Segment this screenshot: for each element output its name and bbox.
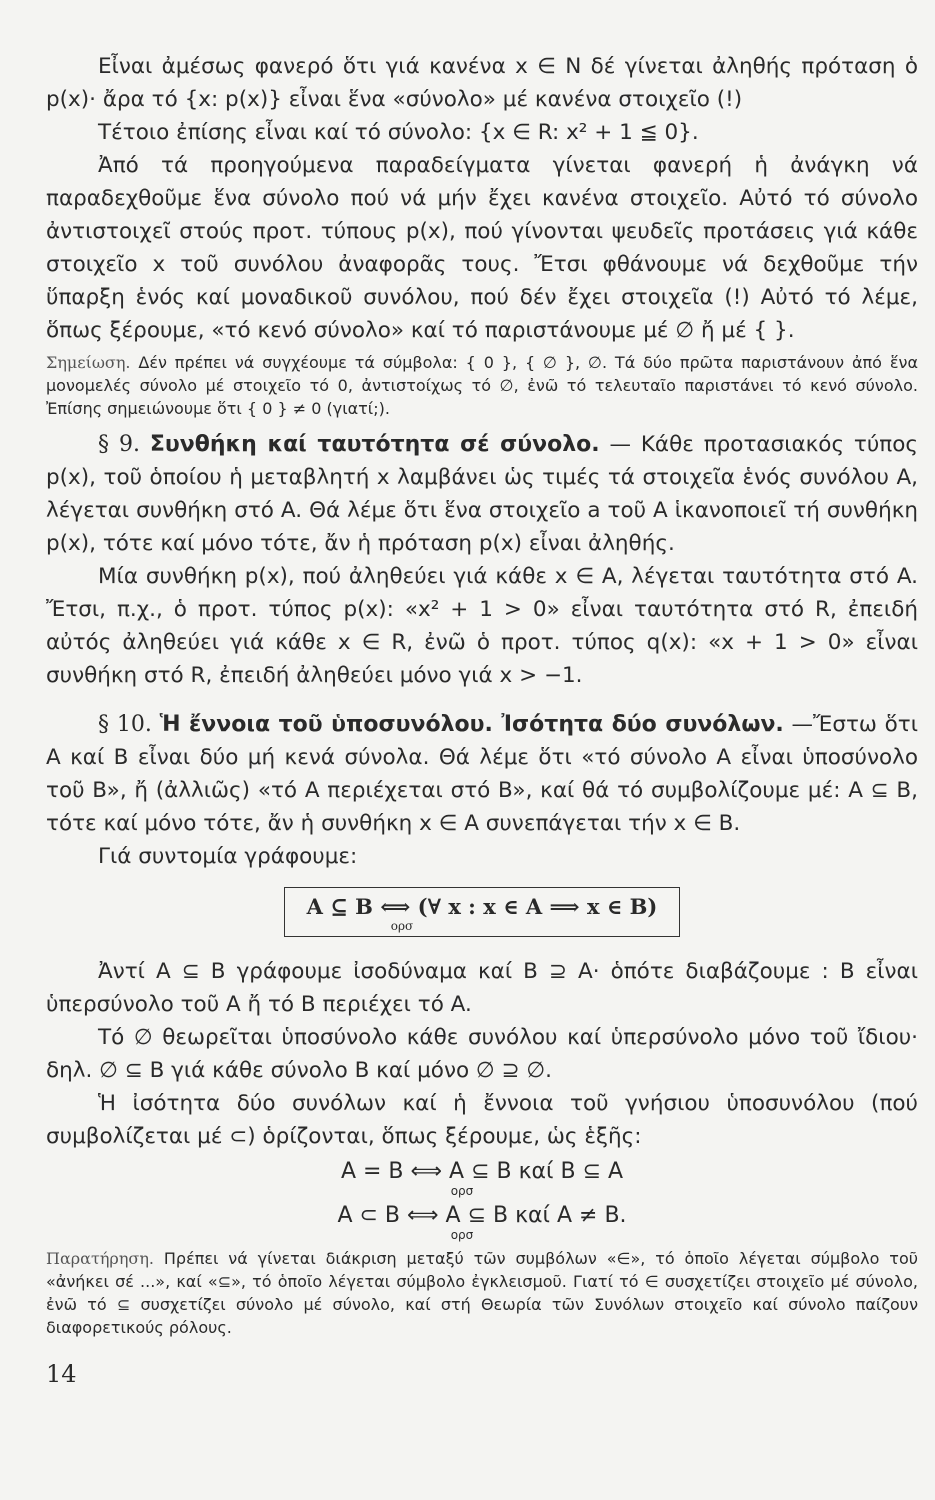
subset-formula: A ⊆ B ⟺ (∀ x : x ∈ A ⟹ x ∈ B): [306, 894, 658, 919]
section-10: [46, 708, 918, 840]
page-body: [46, 50, 918, 1339]
paragraph-10: Ἡ ἰσότητα δύο συνόλων καί ἡ ἔννοια τοῦ γνήσιου ὑποσυνόλου (πού συμβολίζεται μέ ⊂) ὁρίζονται, ὅπως ξέρουμε, ὡς ἑξῆς:: [46, 1091, 918, 1149]
paragraph-5: Μία συνθήκη p(x), πού ἀληθεύει γιά κάθε x ∈ A, λέγεται ταυτότητα στό A. Ἔτσι, π.χ., ὁ προτ. τύπος p(x): «x² + 1 > 0» εἶναι ταυτότητα στό R, ἐπειδή αὐτός ἀληθεύει γιά κάθε x ∈ R, ἐνῶ ὁ προτ. τύπος q(x): «x + 1 > 0» εἶναι συνθήκη στό R, ἐπειδή ἀληθεύει μόνο γιά x > −1.: [46, 564, 918, 688]
section-9-number: § 9.: [98, 432, 140, 457]
section-9: [46, 428, 918, 560]
section-10-title: Ἡ ἔννοια τοῦ ὑποσυνόλου. Ἰσότητα δύο συνόλων.: [159, 712, 784, 737]
equality-formula-sub: ορσ: [450, 1184, 474, 1198]
proper-subset-formula-text: A ⊂ B ⟺ A ⊆ B καί A ≠ B.: [337, 1203, 627, 1228]
note-1-text: Δέν πρέπει νά συγχέουμε τά σύμβολα: { 0 }, { ∅ }, ∅. Τά δύο πρῶτα παριστάνουν ἀπό ἕνα μονομελές σύνολο μέ στοιχεῖο τό 0, ἀντιστοίχως τό ∅, ἐνῶ τό τελευταῖο παριστάνει τό κενό σύνολο. Ἐπίσης σημειώνουμε ὅτι { 0 } ≠ 0 (γιατί;).: [46, 353, 918, 418]
definition-box: [46, 887, 918, 937]
page-number: 14: [46, 1360, 77, 1388]
paragraph-3: Ἀπό τά προηγούμενα παραδείγματα γίνεται φανερή ἡ ἀνάγκη νά παραδεχθοῦμε ἕνα σύνολο πού νά μήν ἔχει κανένα στοιχεῖο. Αὐτό τό σύνολο ἀντιστοιχεῖ στούς προτ. τύπους p(x), πού γίνονται ψευδεῖς προτάσεις γιά κάθε στοιχεῖο x τοῦ συνόλου ἀναφορᾶς τους. Ἔτσι φθάνουμε νά δεχθοῦμε τήν ὕπαρξη ἑνός καί μοναδικοῦ συνόλου, πού δέν ἔχει στοιχεῖα (!) Αὐτό τό λέμε, ὅπως ξέρουμε, «τό κενό σύνολο» καί τό παριστάνουμε μέ ∅ ἤ μέ { }.: [46, 153, 918, 343]
paragraph-8: Ἀντί A ⊆ B γράφουμε ἰσοδύναμα καί B ⊇ A· ὁπότε διαβάζουμε : B εἶναι ὑπερσύνολο τοῦ A ἤ τό B περιέχει τό A.: [46, 959, 918, 1017]
note-2-label: Παρατήρηση.: [46, 1249, 154, 1268]
note-2: [46, 1247, 918, 1339]
section-10-number: § 10.: [98, 712, 152, 737]
paragraph-2: Τέτοιο ἐπίσης εἶναι καί τό σύνολο: {x ∈ R: x² + 1 ≦ 0}.: [98, 120, 699, 145]
section-10-text: —Ἔστω ὅτι A καί B εἶναι δύο μή κενά σύνολα. Θά λέμε ὅτι «τό σύνολο A εἶναι ὑποσύνολο τοῦ B», ἤ (ἀλλιῶς) «τό A περιέχεται στό B», καί θά τό συμβολίζουμε μέ: A ⊆ B, τότε καί μόνο τότε, ἄν ἡ συνθήκη x ∈ A συνεπάγεται τήν x ∈ B.: [46, 712, 918, 836]
note-1-label: Σημείωση.: [46, 353, 131, 372]
note-2-text: Πρέπει νά γίνεται διάκριση μεταξύ τῶν συμβόλων «∈», τό ὁποῖο λέγεται σύμβολο τοῦ «ἀνήκει σέ ...», καί «⊆», τό ὁποῖο λέγεται σύμβολο ἐγκλεισμοῦ. Γιατί τό ∈ συσχετίζει στοιχεῖο μέ σύνολο, ἐνῶ τό ⊆ συσχετίζει σύνολο μέ σύνολο, καί στή Θεωρία τῶν Συνόλων στοιχεῖο καί σύνολο παίζουν διαφορετικούς ρόλους.: [46, 1249, 918, 1337]
paragraph-7: Γιά συντομία γράφουμε:: [98, 844, 358, 869]
proper-subset-formula-sub: ορσ: [450, 1228, 474, 1242]
subset-formula-sub: ορσ: [390, 919, 414, 933]
section-9-title: Συνθήκη καί ταυτότητα σέ σύνολο.: [149, 432, 600, 457]
paragraph-9: Τό ∅ θεωρεῖται ὑποσύνολο κάθε συνόλου καί ὑπερσύνολο μόνο τοῦ ἴδιου· δηλ. ∅ ⊆ B γιά κάθε σύνολο B καί μόνο ∅ ⊇ ∅.: [46, 1025, 918, 1083]
subset-definition: [284, 887, 681, 937]
equality-formula: [46, 1159, 918, 1197]
equality-formula-text: A = B ⟺ A ⊆ B καί B ⊆ A: [340, 1159, 624, 1184]
section-9-text: — Κάθε προτασιακός τύπος p(x), τοῦ ὁποίου ἡ μεταβλητή x λαμβάνει ὡς τιμές τά στοιχεῖα ἑνός συνόλου A, λέγεται συνθήκη στό A. Θά λέμε ὅτι ἕνα στοιχεῖο a τοῦ A ἱκανοποιεῖ τή συνθήκη p(x), τότε καί μόνο τότε, ἄν ἡ πρόταση p(x) εἶναι ἀληθής.: [46, 432, 919, 556]
proper-subset-formula: [46, 1203, 918, 1241]
paragraph-1: Εἶναι ἀμέσως φανερό ὅτι γιά κανένα x ∈ N δέ γίνεται ἀληθής πρόταση ὁ p(x)· ἄρα τό {x: p(x)} εἶναι ἕνα «σύνολο» μέ κανένα στοιχεῖο (!): [46, 54, 918, 112]
note-1: [46, 351, 918, 420]
